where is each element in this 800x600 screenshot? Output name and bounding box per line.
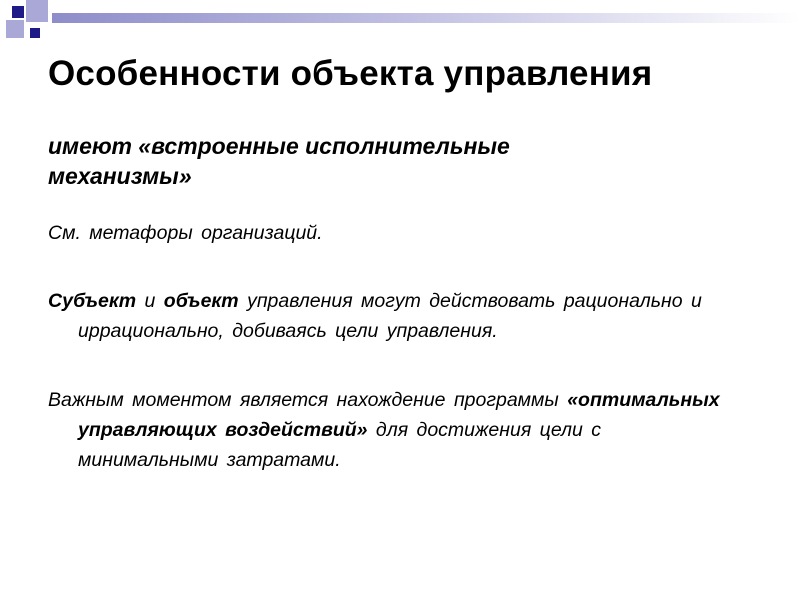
paragraph-optimal-control bbox=[48, 385, 738, 475]
object-term: объект bbox=[163, 290, 239, 312]
paragraph-optimal-control-text: для достижения цели с минимальными затратами. bbox=[78, 419, 602, 471]
paragraph-subject-object-text: управления могут действовать рационально и иррационально, добиваясь цели управления. bbox=[78, 290, 702, 342]
paragraph-optimal-control-intro: Важным моментом является нахождение программы bbox=[48, 389, 568, 411]
subject-term: Субъект bbox=[48, 290, 137, 312]
decor-square-bottom-left bbox=[6, 20, 24, 38]
and-word: и bbox=[136, 290, 164, 312]
slide-subtitle: имеют «встроенные исполнительные механизмы» bbox=[48, 133, 510, 189]
paragraph-subject-object bbox=[48, 286, 738, 346]
reference-line: См. метафоры организаций. bbox=[48, 222, 323, 244]
decor-square-top-right bbox=[26, 0, 48, 22]
decor-square-top-left bbox=[12, 6, 24, 18]
decor-square-bottom-right bbox=[30, 28, 40, 38]
optimal-control-term: «оптимальных управляющих воздействий» bbox=[78, 389, 720, 441]
decor-gradient-band bbox=[52, 13, 800, 23]
slide-title: Особенности объекта управления bbox=[48, 54, 653, 93]
slide-decoration bbox=[0, 0, 800, 50]
